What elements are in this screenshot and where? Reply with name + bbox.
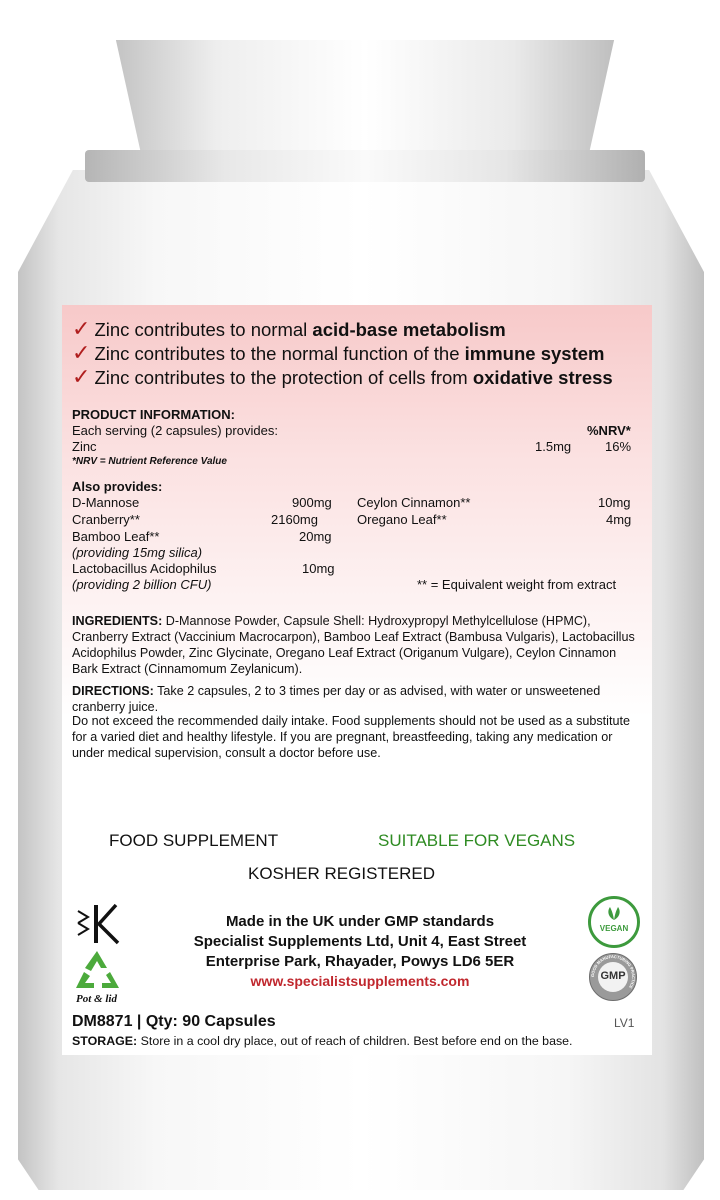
also-item-amount: 10mg (598, 495, 631, 510)
also-item-note: (providing 15mg silica) (72, 545, 203, 560)
check-icon: ✓ (72, 364, 91, 389)
website-link[interactable]: www.specialistsupplements.com (250, 973, 470, 989)
also-item-name: Ceylon Cinnamon** (357, 495, 471, 510)
maker-line-1: Made in the UK under GMP standards (225, 913, 495, 930)
bottle-cap-rim (85, 150, 645, 182)
storage-text: STORAGE: Store in a cool dry place, out of reach of children. Best before end on the base. (72, 1034, 573, 1048)
also-item-amount: 10mg (302, 561, 335, 576)
gmp-badge-label: GMP (600, 970, 626, 982)
product-code: DM8871 | Qty: 90 Capsules (72, 1013, 276, 1030)
svg-text:GOOD MANUFACTURING PRACTICE: GOOD MANUFACTURING PRACTICE (590, 954, 636, 990)
also-item-amount: 4mg (606, 512, 632, 527)
product-info-heading: PRODUCT INFORMATION: (72, 407, 235, 422)
leaf-icon (604, 905, 624, 921)
recycle-icon (72, 948, 122, 994)
directions-text: DIRECTIONS: Take 2 capsules, 2 to 3 times per day or as advised, with water or unsweetened cranberry juice. (72, 684, 601, 714)
gmp-ring-text (590, 954, 636, 1000)
also-item-name: D-Mannose (72, 495, 140, 510)
also-item-amount: 20mg (299, 529, 332, 544)
food-supplement-tag: FOOD SUPPLEMENT (109, 831, 279, 850)
nrv-header: %NRV* (587, 423, 631, 438)
claim-oxidative: ✓ Zinc contributes to the protection of cells from oxidative stress (72, 364, 613, 389)
serving-text: Each serving (2 capsules) provides: (72, 423, 278, 438)
label-version: LV1 (614, 1016, 635, 1030)
vegan-badge-label: VEGAN (599, 924, 629, 933)
also-item-amount: 2160mg (271, 512, 318, 527)
also-item-name: Bamboo Leaf** (72, 529, 160, 544)
also-item-name: Oregano Leaf** (357, 512, 447, 527)
extract-footnote: ** = Equivalent weight from extract (417, 577, 617, 592)
bottle-cap (100, 40, 630, 160)
also-item-name: Lactobacillus Acidophilus (72, 561, 217, 576)
recycle-caption: Pot & lid (76, 993, 117, 1005)
zinc-nrv: 16% (605, 439, 632, 454)
kosher-k-logo (72, 903, 124, 945)
ingredients-text: INGREDIENTS: D-Mannose Powder, Capsule Shell: Hydroxypropyl Methylcellulose (HPMC), Cranberry Extract (Vaccinium Macrocarpon), Bamboo Leaf Extract (Bambusa Vulgaris), Lactobacillus Acidophilus Powder, Zinc Glycinate, Oregano Leaf Extract (Origanum Vulgare), Ceylon Cinnamon Bark Extract (Cinnamomum Zeylanicum). (72, 614, 635, 676)
also-item-name: Cranberry** (72, 512, 140, 527)
vegan-tag: SUITABLE FOR VEGANS (378, 831, 576, 850)
zinc-amount: 1.5mg (535, 439, 572, 454)
also-item-note: (providing 2 billion CFU) (72, 577, 212, 592)
nrv-note: *NRV = Nutrient Reference Value (72, 456, 227, 467)
gmp-badge (589, 953, 637, 1001)
check-icon: ✓ (72, 316, 91, 341)
zinc-name: Zinc (72, 439, 97, 454)
maker-line-2: Specialist Supplements Ltd, Unit 4, East Street (193, 933, 527, 950)
kosher-tag: KOSHER REGISTERED (248, 864, 436, 883)
vegan-badge (588, 896, 640, 948)
claim-acid-base: ✓ Zinc contributes to normal acid-base metabolism (72, 316, 506, 341)
warning-text: Do not exceed the recommended daily intake. Food supplements should not be used as a substitute for a varied diet and healthy lifestyle. If you are pregnant, breastfeeding, taking any medication or under medical supervision, consult a doctor before use. (72, 714, 630, 760)
claim-immune: ✓ Zinc contributes to the normal function of the immune system (72, 340, 605, 365)
maker-line-3: Enterprise Park, Rhayader, Powys LD6 5ER (205, 953, 515, 970)
also-heading: Also provides: (72, 479, 163, 494)
also-item-amount: 900mg (292, 495, 332, 510)
check-icon: ✓ (72, 340, 91, 365)
